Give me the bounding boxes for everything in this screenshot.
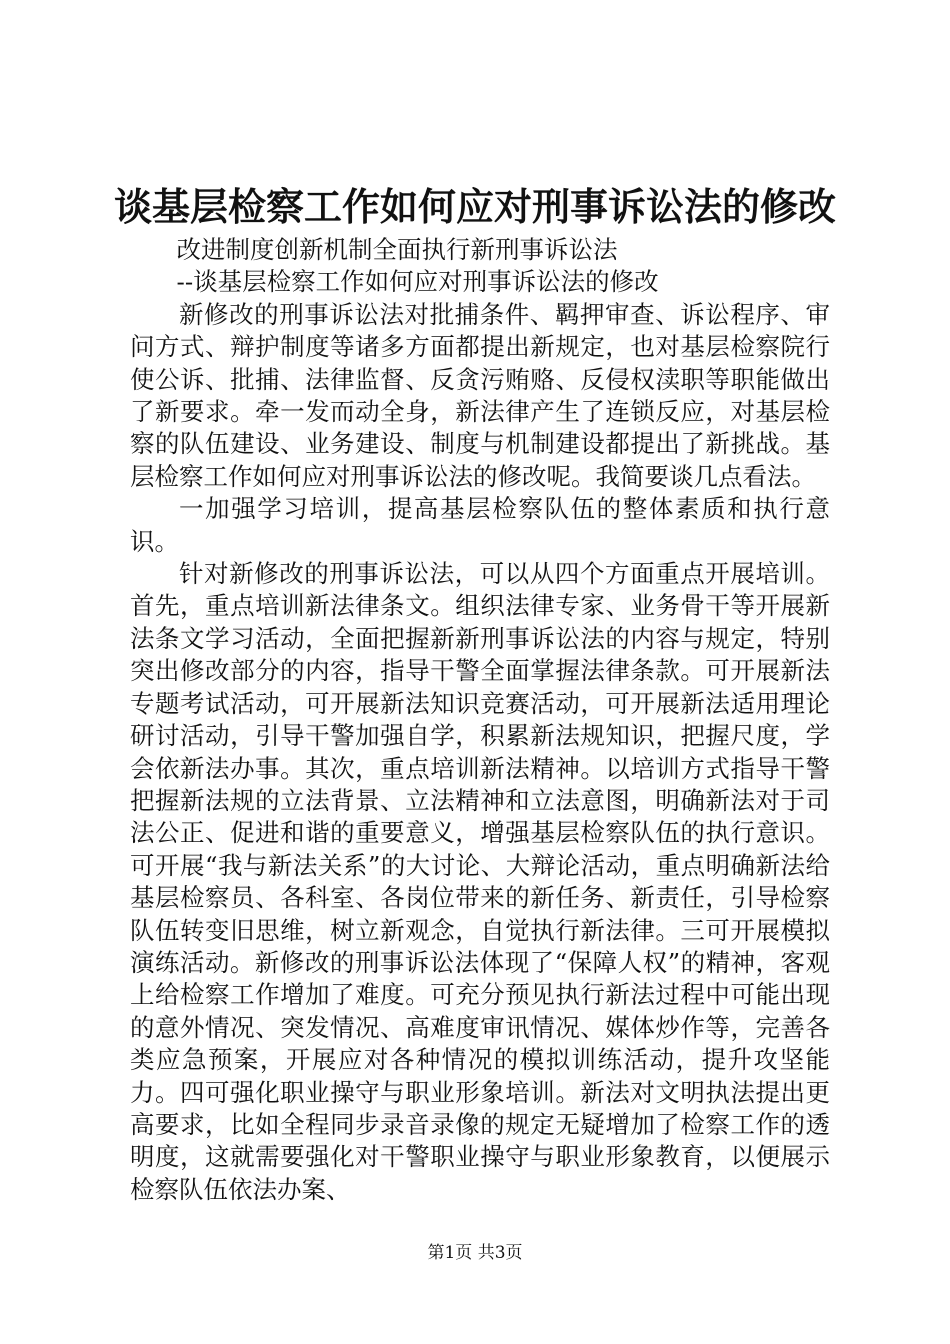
page-title: 谈基层检察工作如何应对刑事诉讼法的修改 — [113, 184, 836, 229]
document-body — [130, 234, 830, 1206]
paragraph: 新修改的刑事诉讼法对批捕条件、羁押审查、诉讼程序、审问方式、辩护制度等诸多方面都提出新规定，也对基层检察院行使公诉、批捕、法律监督、反贪污贿赂、反侵权渎职等职能做出了新要求。牵一发而动全身，新法律产生了连锁反应，对基层检察的队伍建设、业务建设、制度与机制建设都提出了新挑战。基层检察工作如何应对刑事诉讼法的修改呢。我简要谈几点看法。 — [130, 299, 830, 491]
paragraph: 一加强学习培训，提高基层检察队伍的整体素质和执行意识。 — [130, 494, 830, 556]
subtitle-line: 改进制度创新机制全面执行新刑事诉讼法 — [176, 235, 618, 264]
subtitle-line: --谈基层检察工作如何应对刑事诉讼法的修改 — [176, 267, 659, 297]
paragraph: 针对新修改的刑事诉讼法，可以从四个方面重点开展培训。首先，重点培训新法律条文。组织法律专家、业务骨干等开展新法条文学习活动，全面把握新新刑事诉讼法的内容与规定，特别突出修改部分的内容，指导干警全面掌握法律条款。可开展新法专题考试活动，可开展新法知识竞赛活动，可开展新法适用理论研讨活动，引导干警加强自学，积累新法规知识，把握尺度，学会依新法办事。其次，重点培训新法精神。以培训方式指导干警把握新法规的立法背景、立法精神和立法意图，明确新法对于司法公正、促进和谐的重要意义，增强基层检察队伍的执行意识。可开展“我与新法关系”的大讨论、大辩论活动，重点明确新法给基层检察员、各科室、各岗位带来的新任务、新责任，引导检察队伍转变旧思维，树立新观念，自觉执行新法律。三可开展模拟演练活动。新修改的刑事诉讼法体现了“保障人权”的精神，客观上给检察工作增加了难度。可充分预见执行新法过程中可能出现的意外情况、突发情况、高难度审讯情况、媒体炒作等，完善各类应急预案，开展应对各种情况的模拟训练活动，提升攻坚能力。四可强化职业操守与职业形象培训。新法对文明执法提出更高要求，比如全程同步录音录像的规定无疑增加了检察工作的透明度，这就需要强化对干警职业操守与职业形象教育，以便展示检察队伍依法办案、 — [130, 559, 830, 1204]
page-footer: 第1页 共3页 — [427, 1243, 523, 1263]
